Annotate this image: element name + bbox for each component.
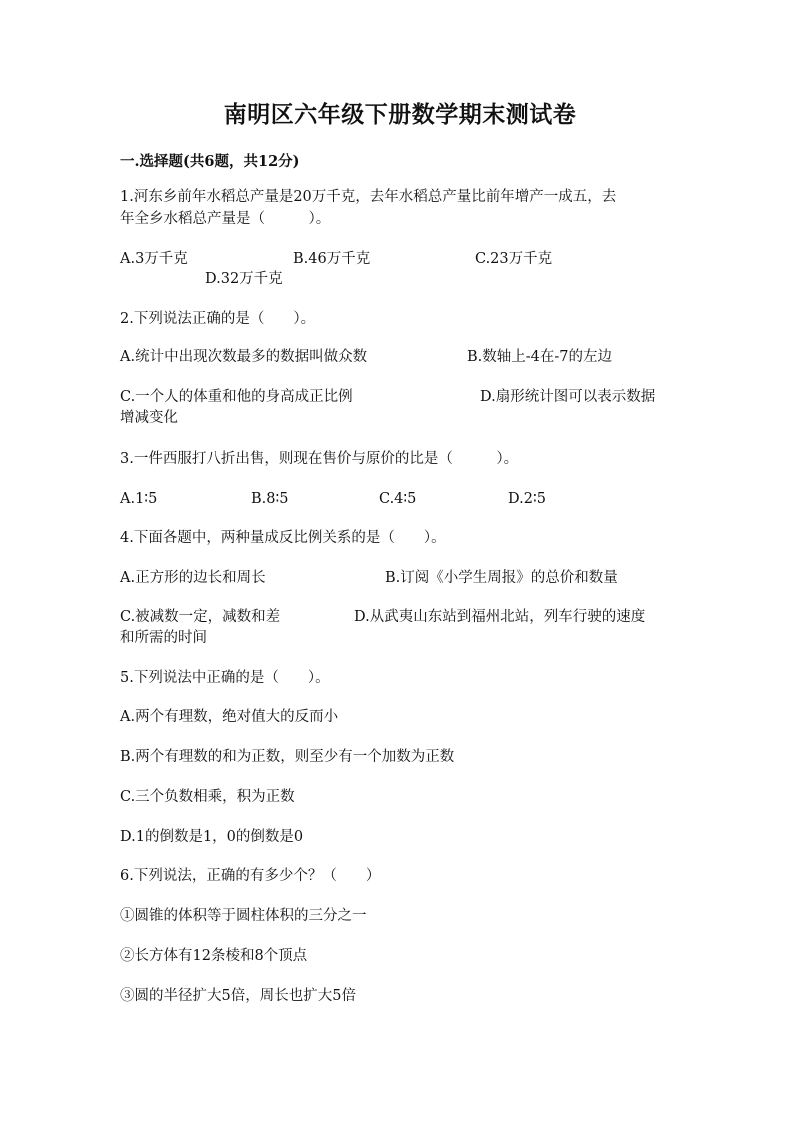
q3-option-a: A.1∶5 bbox=[120, 491, 158, 507]
q5-option-a: A.两个有理数，绝对值大的反而小 bbox=[120, 709, 339, 725]
q1-stem-line2: 年全乡水稻总产量是（ ）。 bbox=[120, 211, 331, 227]
q1-option-c: C.23万千克 bbox=[475, 251, 553, 267]
q5-stem: 5.下列说法中正确的是（ ）。 bbox=[120, 670, 330, 686]
q2-option-d-line1: D.扇形统计图可以表示数据 bbox=[480, 389, 656, 405]
q1-option-b: B.46万千克 bbox=[293, 251, 371, 267]
q4-option-d-line1: D.从武夷山东站到福州北站，列车行驶的速度 bbox=[354, 609, 646, 625]
q2-stem: 2.下列说法正确的是（ ）。 bbox=[120, 311, 316, 327]
q5-option-b: B.两个有理数的和为正数，则至少有一个加数为正数 bbox=[120, 749, 455, 765]
q1-stem-line1: 1.河东乡前年水稻总产量是20万千克，去年水稻总产量比前年增产一成五，去 bbox=[120, 189, 617, 205]
q4-option-d-line2: 和所需的时间 bbox=[120, 630, 207, 646]
q3-stem: 3.一件西服打八折出售，则现在售价与原价的比是（ ）。 bbox=[120, 451, 519, 467]
q2-option-b: B.数轴上-4在-7的左边 bbox=[467, 349, 613, 365]
q6-stem: 6.下列说法，正确的有多少个？（ ） bbox=[120, 868, 381, 884]
q1-option-d: D.32万千克 bbox=[205, 271, 283, 287]
q5-option-c: C.三个负数相乘，积为正数 bbox=[120, 789, 295, 805]
q3-option-d: D.2∶5 bbox=[508, 491, 546, 507]
q4-option-c: C.被减数一定，减数和差 bbox=[120, 609, 281, 625]
page-title: 南明区六年级下册数学期末测试卷 bbox=[223, 101, 577, 128]
q2-option-c: C.一个人的体重和他的身高成正比例 bbox=[120, 389, 353, 405]
q2-option-d-line2: 增减变化 bbox=[120, 410, 178, 426]
q3-option-c: C.4∶5 bbox=[379, 491, 417, 507]
q6-statement-3: ③圆的半径扩大5倍，周长也扩大5倍 bbox=[120, 988, 356, 1004]
q4-stem: 4.下面各题中，两种量成反比例关系的是（ ）。 bbox=[120, 530, 446, 546]
q5-option-d: D.1的倒数是1，0的倒数是0 bbox=[120, 829, 304, 845]
q4-option-b: B.订阅《小学生周报》的总价和数量 bbox=[385, 570, 618, 586]
q6-statement-1: ①圆锥的体积等于圆柱体积的三分之一 bbox=[120, 908, 367, 924]
q6-statement-2: ②长方体有12条棱和8个顶点 bbox=[120, 948, 308, 964]
q2-option-a: A.统计中出现次数最多的数据叫做众数 bbox=[120, 349, 368, 365]
q4-option-a: A.正方形的边长和周长 bbox=[120, 570, 266, 586]
section-heading: 一.选择题(共6题，共12分) bbox=[120, 153, 300, 170]
q3-option-b: B.8∶5 bbox=[251, 491, 289, 507]
q1-option-a: A.3万千克 bbox=[120, 251, 188, 267]
